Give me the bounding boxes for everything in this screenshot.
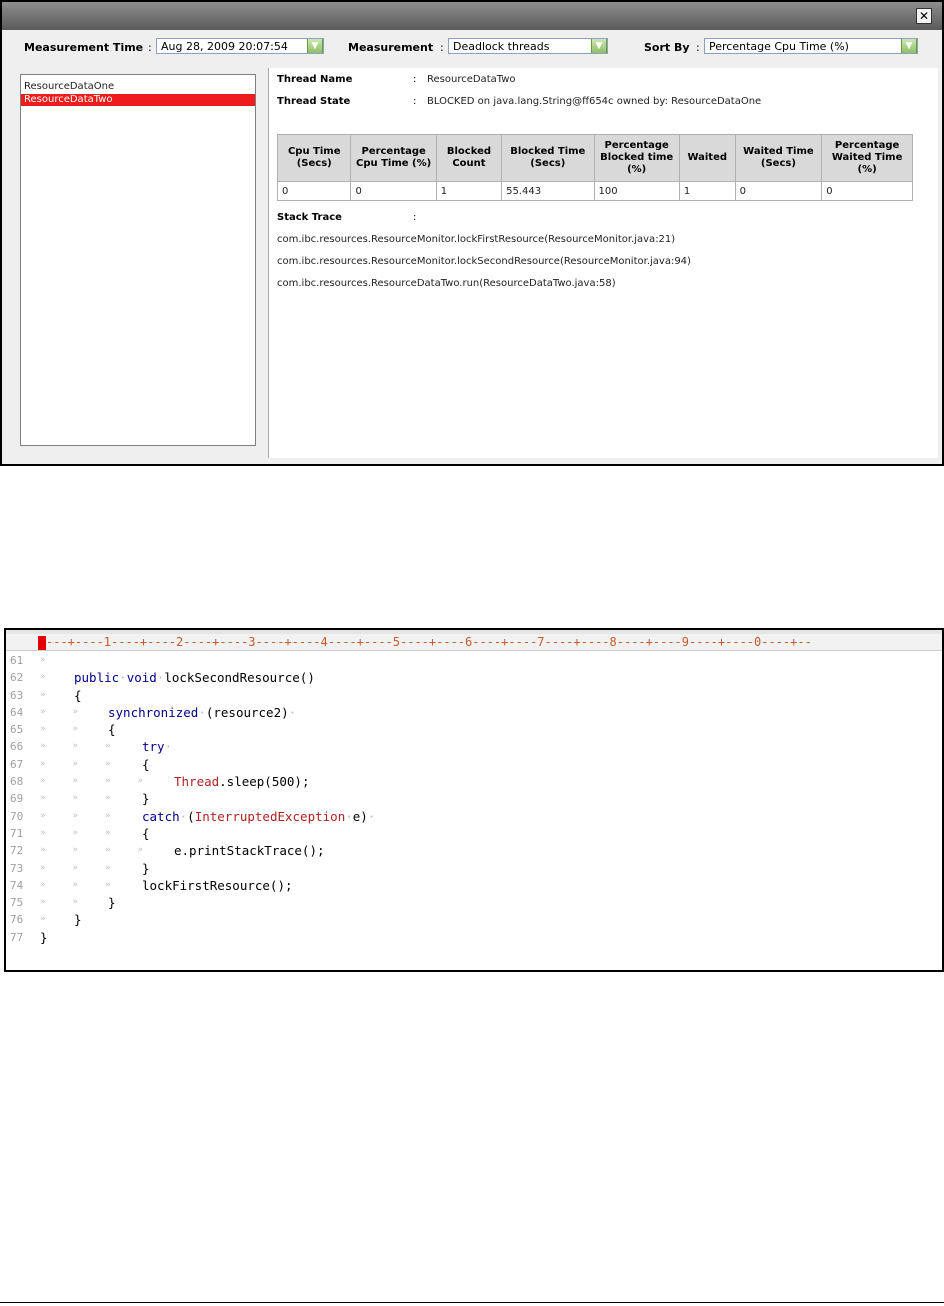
colon: : <box>413 212 417 223</box>
code-token: e) <box>352 808 368 824</box>
column-header[interactable]: Percentage Cpu Time (%) <box>351 135 436 182</box>
code-token: } <box>74 912 82 928</box>
code-text <box>174 773 309 790</box>
tab-markers: » <box>40 672 46 683</box>
code-text <box>142 738 172 755</box>
chevron-down-icon[interactable]: ▼ <box>901 38 917 54</box>
tab-markers: » » <box>40 706 78 717</box>
sort-by-select[interactable] <box>704 38 918 54</box>
code-line <box>6 929 942 946</box>
thread-name-label: Thread Name <box>277 74 353 85</box>
code-text <box>142 860 150 877</box>
thread-state-value: BLOCKED on java.lang.String@ff654c owned by: ResourceDataOne <box>427 96 762 107</box>
code-token: lockSecondResource() <box>164 670 315 686</box>
type-token: InterruptedException <box>194 808 346 824</box>
code-line <box>6 825 942 842</box>
code-lines[interactable] <box>6 652 942 946</box>
whitespace-marker: · <box>198 704 206 720</box>
code-token: { <box>142 756 150 772</box>
code-line <box>6 721 942 738</box>
sort-by-label: Sort By <box>644 41 690 54</box>
code-line <box>6 911 942 928</box>
sort-by-value: Percentage Cpu Time (%) <box>709 40 849 53</box>
code-token: } <box>142 791 150 807</box>
table-cell: 0 <box>735 182 822 201</box>
tab-markers: » » » <box>40 741 111 752</box>
table-cell: 55.443 <box>502 182 594 201</box>
thread-name-value: ResourceDataTwo <box>427 74 516 85</box>
tab-markers: » » » <box>40 758 111 769</box>
line-number: 68 <box>10 775 24 789</box>
thread-detail-panel <box>268 68 938 458</box>
stack-trace-label: Stack Trace <box>277 212 342 223</box>
code-line <box>6 842 942 859</box>
table-cell: 0 <box>351 182 436 201</box>
column-header[interactable]: Percentage Waited Time (%) <box>822 135 913 182</box>
column-header[interactable]: Blocked Time (Secs) <box>502 135 594 182</box>
line-number: 74 <box>10 878 24 892</box>
ruler-cursor-marker <box>38 636 46 650</box>
line-number: 61 <box>10 654 24 667</box>
tab-markers: » » » <box>40 862 111 873</box>
measurement-label: Measurement <box>348 41 434 54</box>
close-icon[interactable]: ✕ <box>916 8 932 24</box>
line-number: 64 <box>10 705 24 719</box>
table-cell: 1 <box>679 182 735 201</box>
code-line <box>6 877 942 894</box>
code-text <box>142 756 150 773</box>
code-text <box>74 687 82 704</box>
whitespace-marker: · <box>164 739 173 755</box>
code-token: { <box>74 687 82 703</box>
whitespace-marker: · <box>179 808 188 824</box>
line-number: 67 <box>10 757 24 771</box>
code-line <box>6 738 942 755</box>
code-text <box>142 877 293 894</box>
filter-bar <box>2 30 942 64</box>
type-token: Thread <box>174 774 220 790</box>
whitespace-marker: · <box>156 670 165 686</box>
code-line <box>6 687 942 704</box>
code-text <box>108 704 296 721</box>
code-token: { <box>108 722 116 738</box>
line-number: 70 <box>10 809 24 823</box>
code-token: } <box>142 860 150 876</box>
keyword-token: synchronized <box>108 704 199 720</box>
stack-frame: com.ibc.resources.ResourceDataTwo.run(ResourceDataTwo.java:58) <box>277 278 616 289</box>
keyword-token: catch <box>142 808 180 824</box>
column-header[interactable]: Waited <box>679 135 735 182</box>
code-line <box>6 808 942 825</box>
column-header[interactable]: Blocked Count <box>436 135 501 182</box>
column-ruler <box>6 634 942 651</box>
line-number: 63 <box>10 688 24 702</box>
line-number: 75 <box>10 896 24 910</box>
code-line <box>6 756 942 773</box>
code-text <box>142 790 150 807</box>
line-number: 66 <box>10 740 24 754</box>
column-header[interactable]: Cpu Time (Secs) <box>278 135 351 182</box>
colon: : <box>148 41 152 54</box>
stack-frame: com.ibc.resources.ResourceMonitor.lockSecondResource(ResourceMonitor.java:94) <box>277 256 691 267</box>
tab-markers: » <box>40 655 46 665</box>
code-line <box>6 669 942 686</box>
measurement-time-label: Measurement Time <box>24 41 144 54</box>
whitespace-marker: · <box>345 808 353 824</box>
code-line <box>6 860 942 877</box>
measurement-time-value: Aug 28, 2009 20:07:54 <box>161 40 288 53</box>
colon: : <box>440 41 444 54</box>
table-cell: 1 <box>436 182 501 201</box>
tab-markers: » <box>40 689 46 700</box>
keyword-token: try <box>142 739 165 755</box>
table-cell: 0 <box>278 182 351 201</box>
page-divider <box>0 1302 944 1303</box>
code-token: } <box>40 929 48 945</box>
code-editor <box>4 628 944 972</box>
table-header-row <box>278 135 913 182</box>
whitespace-marker: · <box>288 704 297 720</box>
table-cell: 100 <box>594 182 679 201</box>
column-header[interactable]: Waited Time (Secs) <box>735 135 822 182</box>
line-number: 69 <box>10 792 24 806</box>
line-number: 76 <box>10 913 24 927</box>
code-token: } <box>108 895 116 911</box>
measurement-select[interactable] <box>448 38 608 54</box>
thread-list-item[interactable]: ResourceDataOne <box>24 81 115 92</box>
thread-state-label: Thread State <box>277 96 351 107</box>
column-header[interactable]: Percentage Blocked time (%) <box>594 135 679 182</box>
code-text <box>142 825 150 842</box>
thread-list-item[interactable]: ResourceDataTwo <box>21 94 255 106</box>
keyword-token: public <box>74 670 120 686</box>
metrics-table <box>277 134 913 201</box>
stack-frame: com.ibc.resources.ResourceMonitor.lockFirstResource(ResourceMonitor.java:21) <box>277 234 676 245</box>
code-text <box>74 669 315 686</box>
code-token: { <box>142 825 150 841</box>
code-text <box>40 929 48 946</box>
chevron-down-icon[interactable]: ▼ <box>591 38 607 54</box>
line-number: 72 <box>10 844 24 858</box>
code-token: .sleep(500); <box>219 774 310 790</box>
code-text <box>142 808 375 825</box>
whitespace-marker: · <box>367 808 376 824</box>
line-number: 73 <box>10 861 24 875</box>
tab-markers: » » » <box>40 810 111 821</box>
whitespace-marker: · <box>119 670 127 686</box>
colon: : <box>696 41 700 54</box>
code-token: lockFirstResource(); <box>142 877 293 893</box>
code-line <box>6 790 942 807</box>
thread-list[interactable] <box>20 74 256 446</box>
tab-markers: » » » <box>40 793 111 804</box>
code-line <box>6 652 942 669</box>
line-number: 77 <box>10 930 24 944</box>
code-line <box>6 704 942 721</box>
measurement-time-select[interactable] <box>156 38 324 54</box>
line-number: 65 <box>10 723 24 737</box>
code-token: ( <box>187 808 195 824</box>
code-text <box>108 894 116 911</box>
code-text <box>108 721 116 738</box>
tab-markers: » » » <box>40 879 111 890</box>
colon: : <box>413 96 417 107</box>
tab-markers: » » » » <box>40 845 143 856</box>
line-number: 62 <box>10 671 24 685</box>
tab-markers: » » » » <box>40 776 143 787</box>
chevron-down-icon[interactable]: ▼ <box>307 38 323 54</box>
tab-markers: » » <box>40 897 78 908</box>
tab-markers: » <box>40 914 46 925</box>
code-text <box>74 911 82 928</box>
code-token: e.printStackTrace(); <box>174 843 325 859</box>
code-line <box>6 773 942 790</box>
code-line <box>6 894 942 911</box>
colon: : <box>413 74 417 85</box>
table-cell: 0 <box>822 182 913 201</box>
keyword-token: void <box>126 670 157 686</box>
thread-monitor-dialog <box>0 0 944 466</box>
ruler-text: ---+----1----+----2----+----3----+----4----+----5----+----6----+----7----+----8----+----9----+----0----+-- <box>46 635 812 649</box>
measurement-value: Deadlock threads <box>453 40 550 53</box>
tab-markers: » » » <box>40 827 111 838</box>
table-row <box>278 182 913 201</box>
line-number: 71 <box>10 826 24 840</box>
code-text <box>174 842 325 859</box>
tab-markers: » » <box>40 724 78 735</box>
code-token: (resource2) <box>205 704 289 720</box>
dialog-titlebar <box>2 2 942 30</box>
